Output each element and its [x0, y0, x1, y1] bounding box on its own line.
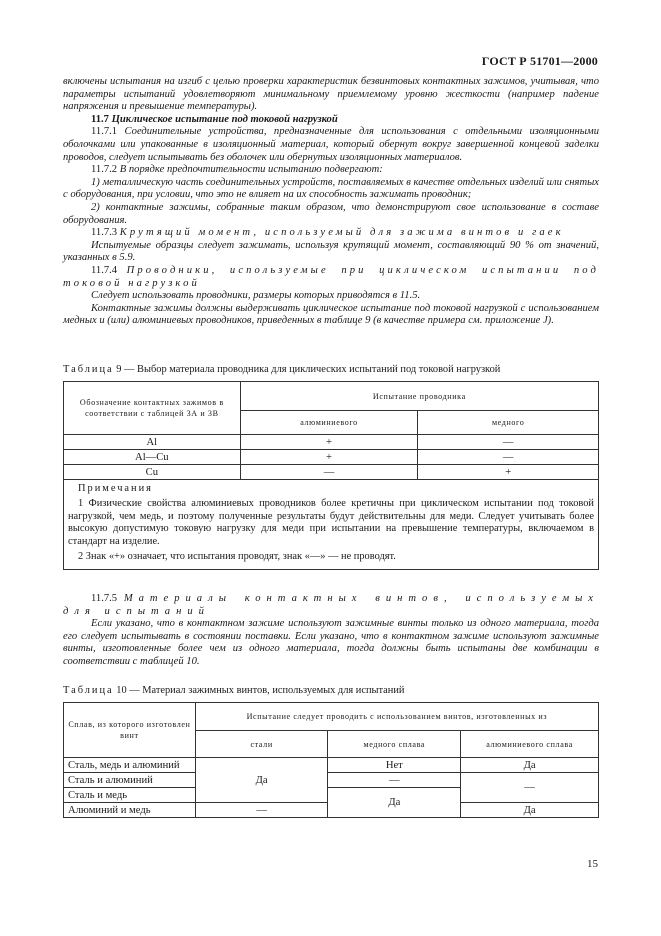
paragraph-11-7-2: 11.7.2 В порядке предпочтительности испытанию подвергают:	[91, 164, 383, 176]
section-11-7-4-heading: 11.7.4 Проводники, используемые при циклическом испытании под токовой нагрузкой	[63, 264, 599, 289]
notes-title: Примечания	[78, 483, 153, 494]
table-row: Al + —	[64, 435, 599, 450]
table-10-caption: Таблица 10 — Материал зажимных винтов, используемых для испытаний	[63, 685, 405, 696]
table-10-col-header-alloy: Сплав, из которого изготовлен винт	[64, 703, 196, 758]
table-9-col-header-designation: Обозначение контактных зажимов в соответствии с таблицей 3А и 3В	[64, 382, 241, 435]
table-9-sub-header-aluminium: алюминиевого	[240, 411, 418, 435]
page-number: 15	[587, 858, 598, 870]
table-10	[63, 702, 599, 818]
table-row: Сталь и медь Да	[64, 788, 599, 803]
text-block-mid	[63, 593, 599, 669]
table-9-sub-header-copper: медного	[418, 411, 599, 435]
table-10-sub-header-aluminium-alloy: алюминиевого сплава	[461, 731, 599, 758]
table-row: Сталь, медь и алюминий Да Нет Да	[64, 758, 599, 773]
cell-steel-merged: Да	[195, 758, 328, 803]
cell-aluminium-merged: —	[461, 773, 599, 803]
table-9-group-header: Испытание проводника	[240, 382, 598, 411]
list-item-1: 1) металлическую часть соединительных устройств, поставляемых в качестве отдельных изделий или снятых с оборудования, при условии, что это не влияет на их способность зажимать проводник;	[63, 176, 599, 201]
note-1: 1 Физические свойства алюминиевых проводников более кретичны при циклическом испытании под токовой нагрузкой, чем медь, и поэтому полученные результаты будут действительны для меди. Следует учитывать более высокую допустимую токовую нагрузку для меди при испытании на превышение температуры, включаемом в стандарт на изделие.	[68, 498, 594, 547]
paragraph-11-7-3: Испытуемые образцы следует зажимать, используя крутящий момент, составляющий 90 % от значений, указанных в 5.9.	[63, 239, 599, 264]
document-code: ГОСТ Р 51701—2000	[481, 54, 598, 68]
table-10-sub-header-copper-alloy: медного сплава	[328, 731, 461, 758]
cell-copper-merged: Да	[328, 788, 461, 818]
paragraph-11-7-1: 11.7.1 Соединительные устройства, предназначенные для использования с отдельными изоляционными оболочками или упакованные в изоляционный материал, который обернут вокруг завершенной концевой заделки проводов, следует испытывать без оболочек или обернутых изоляционных материалов.	[63, 126, 599, 163]
paragraph-11-7-5: Если указано, что в контактном зажиме используют зажимные винты только из одного материала, тогда его следует испытывать в состоянии поставки. Если указано, что в контактном зажиме используют зажимные винты, изготовленные более чем из одного материала, тогда должны быть испытаны две комбинации в соответствии с таблицей 10.	[63, 618, 599, 667]
continuation-paragraph: включены испытания на изгиб с целью проверки характеристик безвинтовых контактных зажимов, учитывая, что параметры испытаний удовлетворяют минимальному приемлемому уровню жесткости (например падение напряжения и превышение температуры).	[63, 76, 599, 113]
table-10-group-header: Испытание следует проводить с использованием винтов, изготовленных из	[195, 703, 598, 731]
text-block-top	[63, 76, 599, 328]
table-9-notes	[64, 480, 599, 570]
note-2: 2 Знак «+» означает, что испытания проводят, знак «—» — не проводят.	[78, 551, 396, 563]
paragraph-11-7-4-a: Следует использовать проводники, размеры которых приводятся в 11.5.	[91, 290, 421, 302]
table-10-sub-header-steel: стали	[195, 731, 328, 758]
table-9	[63, 381, 599, 570]
table-9-caption: Таблица 9 — Выбор материала проводника для циклических испытаний под токовой нагрузкой	[63, 364, 501, 375]
table-row: Al—Cu + —	[64, 450, 599, 465]
section-11-7-3-heading: 11.7.3 Крутящий момент, используемый для зажима винтов и гаек	[91, 227, 564, 239]
table-row: Cu — +	[64, 465, 599, 480]
table-row: Алюминий и медь — Да	[64, 803, 599, 818]
section-11-7-heading: 11.7 Циклическое испытание под токовой нагрузкой	[91, 113, 338, 125]
paragraph-11-7-4-b: Контактные зажимы должны выдерживать циклическое испытание под токовой нагрузкой с использованием медных и (или) алюминиевых проводников, приведенных в таблице 9 (в качестве примера см. приложение J).	[63, 302, 599, 327]
table-row: Сталь и алюминий — —	[64, 773, 599, 788]
section-11-7-5-heading: 11.7.5 Материалы контактных винтов, используемых для испытаний	[63, 593, 599, 617]
list-item-2: 2) контактные зажимы, собранные таким образом, что демонстрируют свое использование в составе оборудования.	[63, 201, 599, 226]
